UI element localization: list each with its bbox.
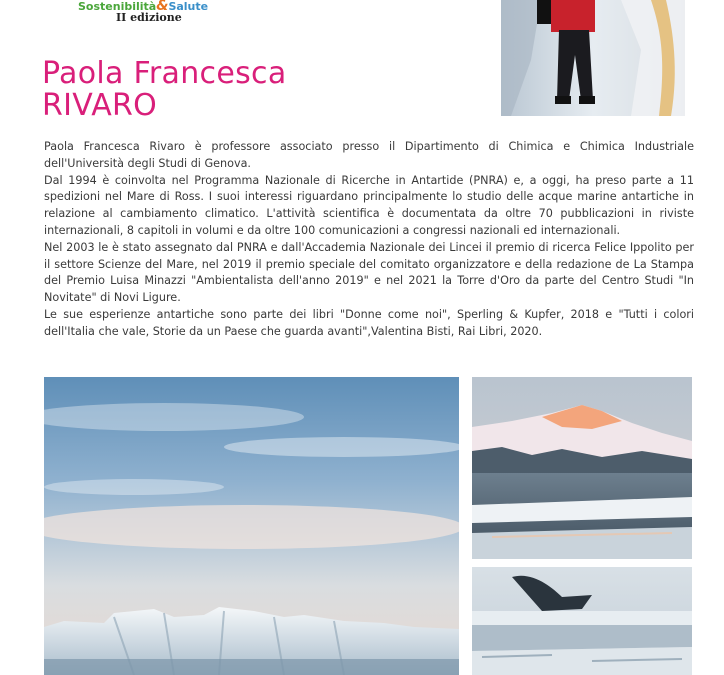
portrait-photo	[501, 0, 685, 116]
logo-word-sostenibilita: Sostenibilità	[78, 0, 157, 13]
page-title	[42, 58, 287, 122]
edition-label: II edizione	[116, 11, 182, 24]
iceberg-photo	[44, 377, 459, 675]
bio-paragraph-affiliation: Paola Francesca Rivaro è professore associato presso il Dipartimento di Chimica e Chimica Industriale dell'Università degli Studi di Genova.	[44, 140, 694, 170]
bio-paragraph-research: Dal 1994 è coinvolta nel Programma Nazionale di Ricerche in Antartide (PNRA) e, a oggi, ha preso parte a 11 spedizioni nel Mare di Ross. I suoi interessi riguardano principalmente lo studio delle acque marine antartiche in relazione al cambiamento climatico. L'attività scientifica è documentata da oltre 70 pubblicazioni in riviste internazionali, 8 capitoli in volumi e da oltre 100 comunicazioni a congressi nazionali ed internazionali.	[44, 173, 694, 237]
title-surname: RIVARO	[42, 88, 158, 123]
title-first-names: Paola Francesca	[42, 56, 287, 91]
bio-paragraph-books: Le sue esperienze antartiche sono parte dei libri "Donne come noi", Sperling & Kupfer, 2018 e "Tutti i colori dell'Italia che vale, Storie da un Paese che guarda avanti",Valentina Bisti, Rai Libri, 2020.	[44, 307, 694, 338]
logo-ampersand: &	[156, 0, 169, 14]
event-logo	[78, 0, 218, 24]
icefloe-photo	[472, 567, 692, 675]
biography	[44, 139, 694, 341]
mountain-photo	[472, 377, 692, 559]
bio-paragraph-awards: Nel 2003 le è stato assegnato dal PNRA e dall'Accademia Nazionale dei Lincei il premio di ricerca Felice Ippolito per il settore Scienze del Mare, nel 2019 il premio speciale del comitato organizzatore e della redazione de La Stampa del Premio Luisa Minazzi "Ambientalista dell'anno 2019" e nel 2021 la Torre d'Oro da parte del Centro Studi "In Novitate" di Novi Ligure.	[44, 240, 694, 305]
logo-word-salute: Salute	[168, 0, 209, 13]
